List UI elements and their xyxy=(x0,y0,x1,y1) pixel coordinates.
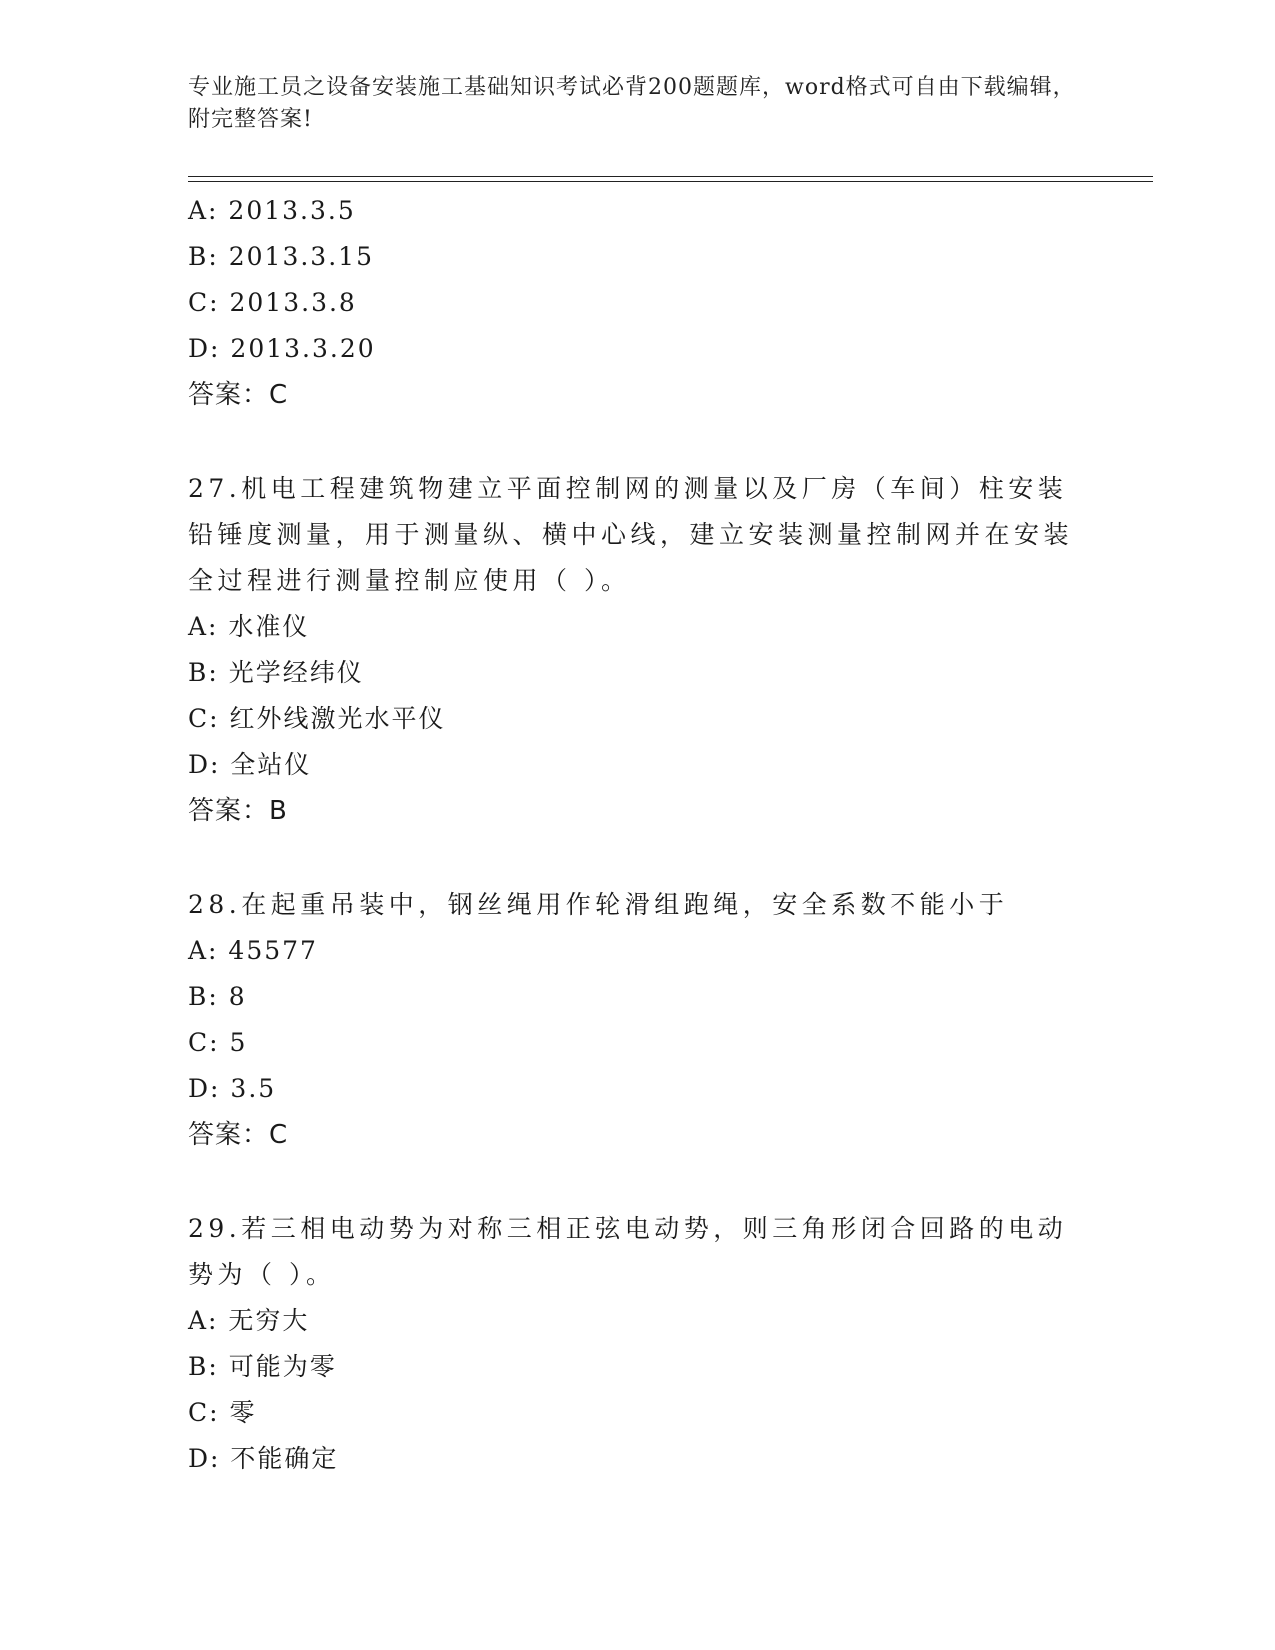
answer-label: 答案：C xyxy=(188,1120,289,1150)
option-a: A: 2013.3.5 xyxy=(188,196,356,225)
option-c: C: 零 xyxy=(188,1398,257,1427)
option-a: A: 45577 xyxy=(188,936,318,965)
page-header: 专业施工员之设备安装施工基础知识考试必背200题题库，word格式可自由下载编辑，附完整答案! xyxy=(188,75,1076,132)
option-b: B: 可能为零 xyxy=(188,1352,337,1381)
question-26 xyxy=(188,188,1088,418)
option-a: A: 水准仪 xyxy=(188,612,310,641)
option-c: C: 5 xyxy=(188,1028,248,1057)
question-stem: 29.若三相电动势为对称三相正弦电动势，则三角形闭合回路的电动势为（ ）。 xyxy=(188,1214,1068,1289)
answer-label: 答案：C xyxy=(188,380,289,410)
option-b: B: 光学经纬仪 xyxy=(188,658,364,687)
option-d: D: 全站仪 xyxy=(188,750,312,779)
option-d: D: 不能确定 xyxy=(188,1444,339,1473)
option-c: C: 2013.3.8 xyxy=(188,288,357,317)
question-stem: 27.机电工程建筑物建立平面控制网的测量以及厂房（车间）柱安装铅锤度测量，用于测量纵、横中心线，建立安装测量控制网并在安装全过程进行测量控制应使用（ ）。 xyxy=(188,474,1074,595)
option-a: A: 无穷大 xyxy=(188,1306,310,1335)
question-28 xyxy=(188,882,1088,1158)
question-27 xyxy=(188,466,1088,834)
header-rule-bottom xyxy=(188,181,1153,182)
option-d: D: 2013.3.20 xyxy=(188,334,376,363)
option-b: B: 8 xyxy=(188,982,247,1011)
option-d: D: 3.5 xyxy=(188,1074,277,1103)
question-29 xyxy=(188,1206,1088,1482)
question-stem: 28.在起重吊装中，钢丝绳用作轮滑组跑绳，安全系数不能小于 xyxy=(188,890,1009,919)
header-rule-top xyxy=(188,176,1153,177)
option-b: B: 2013.3.15 xyxy=(188,242,374,271)
option-c: C: 红外线激光水平仪 xyxy=(188,704,446,733)
question-list xyxy=(188,188,1088,1482)
answer-label: 答案：B xyxy=(188,796,288,826)
